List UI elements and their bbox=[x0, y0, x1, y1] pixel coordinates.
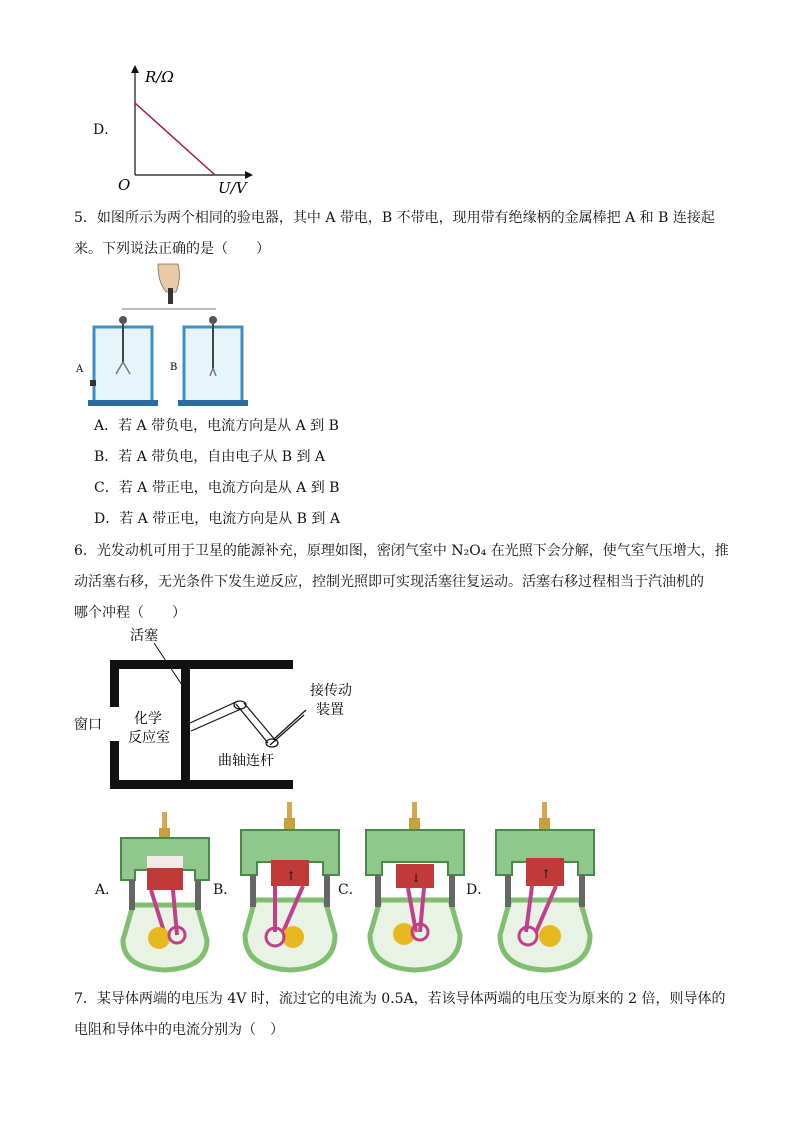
hand-icon bbox=[158, 264, 179, 292]
crank-label: 曲轴连杆 bbox=[218, 753, 274, 769]
y-axis-label: R/Ω bbox=[145, 68, 174, 86]
engine-b-image[interactable] bbox=[235, 800, 345, 975]
option-d-label: D． bbox=[93, 122, 119, 138]
chamber-label-1: 化学 bbox=[134, 711, 162, 727]
engine-d-image[interactable] bbox=[490, 800, 600, 975]
engine-option-c-label[interactable]: C． bbox=[338, 882, 363, 898]
piston bbox=[181, 669, 190, 780]
connect-label-1: 接传动 bbox=[310, 683, 352, 699]
electroscope-figure bbox=[70, 262, 270, 410]
q6-line2: 动活塞右移，无光条件下发生逆反应，控制光照即可实现活塞往复运动。活塞右移过程相当于汽油机的 bbox=[74, 574, 704, 590]
q6-line1: 6．光发动机可用于卫星的能源补充，原理如图，密闭气室中 N₂O₄ 在光照下会分解，使气室气压增大，推 bbox=[74, 543, 729, 559]
q7-line2: 电阻和导体中的电流分别为（ ） bbox=[74, 1022, 284, 1038]
window-label: 窗口 bbox=[74, 717, 102, 733]
label-a: A bbox=[76, 364, 84, 375]
piston-label: 活塞 bbox=[130, 628, 158, 644]
q7-line1: 7．某导体两端的电压为 4V 时，流过它的电流为 0.5A，若该导体两端的电压变为原来的 2 倍，则导体的 bbox=[74, 991, 726, 1007]
q5-line2: 来。下列说法正确的是（ ） bbox=[74, 241, 270, 257]
svg-text:↓: ↓ bbox=[411, 871, 422, 885]
q5-option-d[interactable]: D．若 A 带正电，电流方向是从 B 到 A bbox=[94, 511, 340, 527]
engine-option-d-label[interactable]: D． bbox=[466, 882, 492, 898]
q5-option-c[interactable]: C．若 A 带正电，电流方向是从 A 到 B bbox=[94, 480, 340, 496]
resistance-voltage-graph bbox=[110, 60, 260, 195]
engine-option-b-label[interactable]: B． bbox=[213, 882, 238, 898]
connect-label-2: 装置 bbox=[316, 702, 344, 718]
graph-line bbox=[135, 103, 215, 175]
svg-text:↑: ↑ bbox=[286, 869, 297, 883]
q5-line1: 5．如图所示为两个相同的验电器，其中 A 带电，B 不带电，现用带有绝缘柄的金属棒把 A 和 B 连接起 bbox=[74, 210, 715, 226]
x-axis-label: U/V bbox=[218, 179, 247, 195]
chamber-label-2: 反应室 bbox=[128, 730, 170, 746]
engine-a-image[interactable] bbox=[115, 810, 220, 975]
engine-option-a-label[interactable]: A． bbox=[95, 882, 120, 898]
origin-label: O bbox=[118, 176, 131, 194]
q5-option-a[interactable]: A．若 A 带负电，电流方向是从 A 到 B bbox=[94, 418, 339, 434]
light-engine-diagram bbox=[70, 625, 370, 795]
label-b: B bbox=[170, 362, 178, 373]
q6-line3: 哪个冲程（ ） bbox=[74, 605, 186, 621]
engine-c-image[interactable] bbox=[360, 800, 470, 975]
q5-option-b[interactable]: B．若 A 带负电，自由电子从 B 到 A bbox=[94, 449, 326, 465]
svg-text:↑: ↑ bbox=[541, 867, 552, 881]
